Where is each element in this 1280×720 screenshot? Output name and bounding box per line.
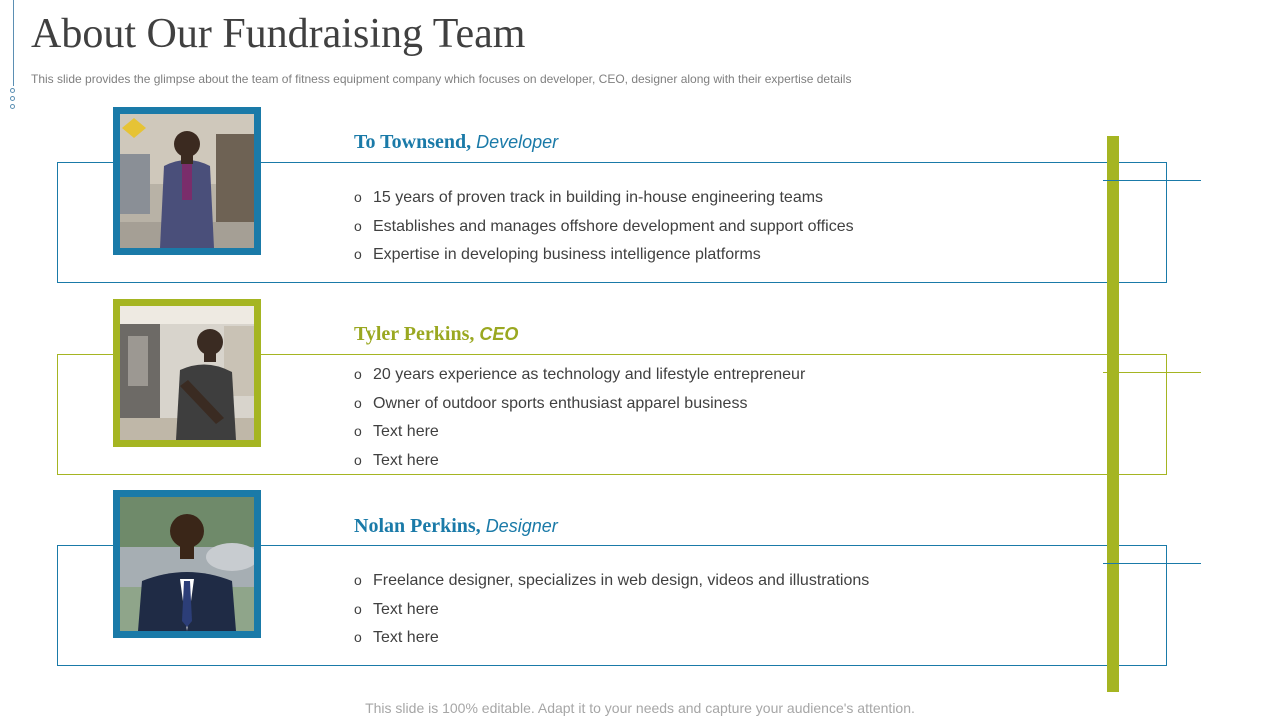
accent-vertical-bar [1107, 136, 1119, 692]
list-item-text: Establishes and manages offshore development and support offices [373, 217, 854, 235]
slide-title: About Our Fundraising Team [31, 11, 526, 57]
member-role: Designer [485, 516, 558, 536]
member-role: Developer [476, 132, 559, 152]
list-item [354, 360, 805, 389]
decorative-circle-icon [10, 88, 15, 93]
member-name: To Townsend, [354, 131, 472, 153]
list-item-text: 15 years of proven track in building in-house engineering teams [373, 189, 824, 206]
designer-name-heading [354, 515, 558, 538]
slide-subtitle: This slide provides the glimpse about the team of fitness equipment company which focuses on developer, CEO, designer along with their expertise details [31, 72, 852, 86]
list-item-text: Text here [373, 452, 439, 470]
hollow-circle-bullet-icon: o [354, 423, 362, 440]
developer-expertise-list [354, 183, 854, 269]
decorative-vertical-line [13, 0, 14, 86]
list-item [354, 212, 854, 241]
decorative-circle-icon [10, 104, 15, 109]
member-name: Nolan Perkins, [354, 515, 481, 537]
hollow-circle-bullet-icon: o [354, 217, 362, 234]
list-item-text: Owner of outdoor sports enthusiast apparel business [373, 394, 748, 412]
list-item [354, 183, 854, 212]
ceo-expertise-list [354, 360, 805, 475]
editable-note: This slide is 100% editable. Adapt it to your needs and capture your audience's attention. [365, 700, 915, 716]
hollow-circle-bullet-icon: o [354, 189, 362, 205]
list-item-text: Text here [373, 423, 439, 441]
hollow-circle-bullet-icon: o [354, 246, 362, 263]
hollow-circle-bullet-icon: o [354, 572, 362, 588]
hollow-circle-bullet-icon: o [354, 394, 362, 411]
connector-line [1103, 563, 1201, 564]
hollow-circle-bullet-icon: o [354, 452, 362, 469]
list-item [354, 240, 854, 269]
hollow-circle-bullet-icon: o [354, 366, 362, 382]
connector-line [1103, 372, 1201, 373]
list-item [354, 623, 869, 652]
list-item [354, 566, 869, 595]
person-photo-icon [120, 114, 254, 248]
ceo-name-heading [354, 323, 518, 346]
list-item-text: Freelance designer, specializes in web design, videos and illustrations [373, 572, 870, 589]
list-item-text: 20 years experience as technology and lifestyle entrepreneur [373, 366, 806, 383]
list-item-text: Text here [373, 600, 439, 618]
list-item [354, 389, 805, 418]
ceo-photo [113, 299, 261, 447]
hollow-circle-bullet-icon: o [354, 629, 362, 646]
person-photo-icon [120, 306, 254, 440]
hollow-circle-bullet-icon: o [354, 600, 362, 617]
person-photo-icon [120, 497, 254, 631]
list-item [354, 595, 869, 624]
developer-photo [113, 107, 261, 255]
list-item-text: Expertise in developing business intelligence platforms [373, 246, 761, 264]
list-item [354, 446, 805, 475]
member-role: CEO [479, 324, 519, 344]
decorative-circle-icon [10, 96, 15, 101]
list-item-text: Text here [373, 629, 439, 647]
designer-photo [113, 490, 261, 638]
designer-expertise-list [354, 566, 869, 652]
connector-line [1103, 180, 1201, 181]
developer-name-heading [354, 131, 558, 154]
list-item [354, 417, 805, 446]
member-name: Tyler Perkins, [354, 323, 475, 345]
